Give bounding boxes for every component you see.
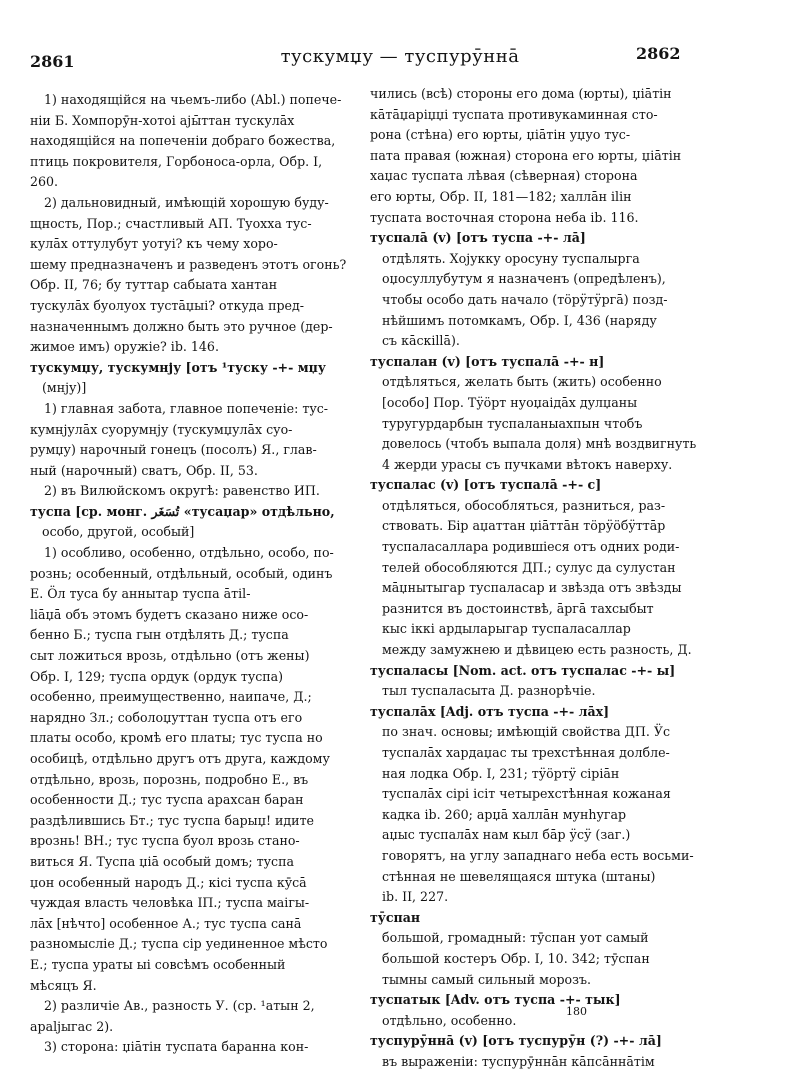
text-line: кулāх оттулубут уотуі? къ чему хоро- — [30, 236, 278, 252]
text-line: большой, громадный: тӯспан уот самый — [382, 930, 649, 946]
text-line: нѣйшимъ потомкамъ, Обр. I, 436 (наряду — [382, 312, 657, 328]
text-line: щность, Пор.; счастливый АП. Туохха тус- — [30, 215, 312, 231]
text-line: рона (стѣна) его юрты, џіāтін уџуо тус- — [370, 127, 631, 143]
page-number-left: 2861 — [30, 52, 75, 71]
text-line: кумнјулāх суорумнју (тускумџулāх суо- — [30, 421, 293, 437]
text-line: туспалāх хардаџас ты трехстѣнная долбле- — [382, 745, 670, 760]
text-line: стѣнная не шевелящаяся штука (штаны) — [382, 868, 656, 884]
text-line: довелось (чтобъ выпала доля) мнѣ воздвигнуть — [382, 436, 697, 452]
text-line: пата правая (южная) сторона его юрты, џіāтін — [370, 147, 682, 163]
text-line: аџыс туспалāх нам кыл бāр ӱсӱ (заг.) — [382, 827, 631, 843]
text-line: кадка ib. 260; арџā халлāн мунhугар — [382, 806, 627, 822]
entry-headword-line: туспалан (v) [отъ туспалā -+- н] — [370, 353, 605, 369]
text-line: платы особо, кромѣ его платы; тус туспа но — [30, 730, 323, 746]
text-line: рознь; особенный, отдѣльный, особый, одинъ — [30, 565, 333, 581]
text-line: ный (нарочный) сватъ, Обр. II, 53. — [30, 462, 258, 478]
text-line: нарядно Зл.; соболоџуттан туспа отъ его — [30, 709, 303, 725]
text-line: чились (всѣ) стороны его дома (юрты), џіāтін — [370, 86, 672, 101]
text-line: туспата восточная сторона неба ib. 116. — [370, 209, 639, 225]
text-line: араlјыгас 2). — [30, 1018, 114, 1034]
text-line: тымны самый сильный морозъ. — [382, 971, 592, 987]
text-line: џон особенный народъ Д.; кісі туспа кӯсā — [30, 874, 307, 890]
text-line: говорятъ, на углу западнаго неба есть восьми- — [382, 847, 694, 863]
text-line: 1) особливо, особенно, отдѣльно, особо, по- — [44, 545, 334, 561]
text-line: отдѣляться, обособляться, разниться, раз- — [382, 497, 666, 513]
text-line: особицѣ, отдѣльно другъ отъ друга, каждому — [30, 751, 330, 766]
text-line: кāтāџарiџџi туспата противукаминная сто- — [370, 106, 658, 122]
text-line: назначеннымъ должно быть это ручное (дер- — [30, 318, 333, 334]
text-line: чуждая власть человѣка ІП.; туспа маігы- — [30, 895, 310, 911]
text-line: бенно Б.; туспа гын отдѣлять Д.; туспа — [30, 627, 289, 643]
text-line: отдѣльно, особенно. — [382, 1012, 517, 1028]
text-line: Обр. II, 76; бу туттар сабыата хантан — [30, 277, 278, 293]
text-line: лāх [нѣчто] особенное А.; тус туспа санā — [30, 915, 302, 931]
text-line: туспаласаллара родившіеся отъ одних роди- — [382, 539, 680, 555]
text-line: ніи Б. Хомпорӯн-хотоі аjы̄ттан тускулāх — [30, 112, 295, 128]
text-line: большой костеръ Обр. I, 10. 342; тӯспан — [382, 950, 650, 966]
text-line: врознь! ВН.; тус туспа бyол врозь стано- — [30, 833, 300, 849]
text-line: кыс іккі ардыларыгар туспаласаллар — [382, 621, 631, 637]
page-number-right: 2862 — [636, 44, 681, 63]
text-line: виться Я. Туспа џіā особый домъ; туспа — [30, 853, 295, 869]
text-line: между замужнею и дѣвицею есть разность, Д. — [382, 642, 692, 658]
text-line: съ кāскіllā). — [382, 333, 460, 349]
text-line: тыл туспаласыта Д. разнорѣчіе. — [382, 683, 596, 699]
text-line: мѣсяцъ Я. — [30, 977, 97, 993]
text-line: телей обособляются ДП.; сулус да сулустан — [382, 559, 676, 575]
text-line: разнится въ достоинствѣ, āргā тахсыбыт — [382, 600, 654, 616]
sheet-number: 180 — [566, 1005, 587, 1018]
text-line: по знач. основы; имѣющій свойства ДП. Ӱс — [382, 724, 671, 740]
text-line: 1) главная забота, главное попеченіе: тус- — [44, 400, 329, 416]
text-line: особенно, преимущественно, наипаче, Д.; — [30, 689, 312, 705]
text-line: сыт ложиться врозь, отдѣльно (отъ жены) — [30, 648, 310, 664]
text-line: 4 жерди урасы съ пучками вѣтокъ наверху. — [382, 456, 673, 472]
text-line: туругурдарбын туспаланыахпын чтобъ — [382, 415, 643, 431]
text-line: 2) различіе Ав., разность У. (ср. ¹атын 2, — [44, 998, 315, 1014]
text-line: 2) въ Вилюйскомъ округѣ: равенство ИП. — [44, 483, 320, 499]
entry-headword-line: туспурӯннā (v) [отъ туспурӯн (?) -+- лā] — [370, 1033, 662, 1049]
page-header — [0, 42, 800, 72]
right-column — [370, 84, 770, 1073]
text-line: особо, другой, особый] — [42, 524, 195, 540]
text-line: мāџнытыгар туспаласар и звѣзда отъ звѣзды — [382, 580, 682, 596]
text-line: 260. — [30, 174, 59, 190]
entry-headword-line: тускумџу, тускумнју [отъ ¹туску -+- мџу — [30, 359, 326, 375]
text-line: lіāџā объ этомъ будетъ сказано ниже осо- — [30, 606, 309, 622]
entry-headword-line: туспаласы [Nom. act. отъ туспалас -+- ы] — [370, 662, 676, 678]
text-line: особенности Д.; тус туспа арахсан баран — [30, 792, 304, 808]
text-line: [особо] Пор. Тӱӧрт нуоџаідāх дулџаны — [382, 394, 638, 410]
text-line: Обр. I, 129; туспа ордук (ордук туспа) — [30, 668, 284, 684]
text-line: находящійся на попеченіи добраго божества, — [30, 133, 336, 149]
text-line: Е. Ӧл туса бу аннытар туспа āтіl- — [30, 586, 251, 602]
text-line: 1) находящійся на чьемъ-либо (Abl.) попече- — [44, 92, 342, 107]
text-line: ib. II, 227. — [382, 889, 449, 905]
entry-headword-line: туспа [ср. монг. تُسَغَر «тусаџар» отдѣльно, — [30, 503, 335, 519]
text-line: 2) дальновидный, имѣющій хорошую буду- — [44, 194, 329, 210]
entry-headword-line: туспалас (v) [отъ туспалā -+- с] — [370, 477, 602, 493]
text-line: отдѣльно, врозь, порознь, подробно Е., въ — [30, 771, 309, 787]
text-line: чтобы особо дать начало (тӧрӱтӱргā) позд- — [382, 291, 668, 307]
entry-headword-line: туспатык [Adv. отъ туспа -+- тык] — [370, 992, 621, 1008]
text-line: тускулāх буолуох тустāџыі? откуда пред- — [30, 297, 304, 313]
text-line: ная лодка Обр. I, 231; тӱӧртӱ сірiāн — [382, 765, 620, 781]
text-line: Е.; туспа ураты ыі совсѣмъ особенный — [30, 956, 286, 972]
entry-headword-line: туспалā (v) [отъ туспа -+- лā] — [370, 230, 586, 246]
text-line: его юрты, Обр. II, 181—182; халлāн іlін — [370, 188, 632, 204]
text-line: туспалāх сірі ісіт четырехстѣнная кожаная — [382, 786, 671, 802]
text-line: хаџас туспата лѣвая (сѣверная) сторона — [370, 168, 638, 184]
text-line: жимое имъ) оружіе? ib. 146. — [30, 339, 219, 355]
text-line: 3) сторона: џіāтін туспата баранна кон- — [44, 1039, 309, 1055]
text-line: ствовать. Бір аџаттан џіāттāн тӧрӱӧбӱттāр — [382, 518, 666, 534]
text-line: шему предназначенъ и разведенъ этотъ огонь? — [30, 256, 347, 272]
text-line: оџосуллубутум я назначенъ (опредѣленъ), — [382, 271, 666, 287]
text-line: раздѣлившись Бт.; тус туспа барыџ! идите — [30, 812, 314, 828]
text-line: отдѣлять. Хојукку оросуну туспалырга — [382, 250, 640, 266]
entry-headword-line: туспалāх [Adj. отъ туспа -+- лāх] — [370, 703, 610, 719]
text-line: въ выраженіи: туспурӯннāн кāпсāннāтім — [382, 1053, 655, 1069]
text-line: птиць покровителя, Горбоноса-орла, Обр. I, — [30, 153, 323, 169]
text-line: (мнју)] — [42, 380, 87, 396]
running-title: тускумџу — туспурӯннā — [280, 46, 520, 67]
text-line: румџу) нарочный гонецъ (посолъ) Я., глав- — [30, 442, 317, 458]
text-line: разномысліе Д.; туспа сір уединенное мѣсто — [30, 936, 328, 952]
text-line: отдѣляться, желать быть (жить) особенно — [382, 374, 662, 390]
entry-headword-line: тӯспан — [370, 909, 421, 925]
left-column — [30, 90, 363, 1058]
